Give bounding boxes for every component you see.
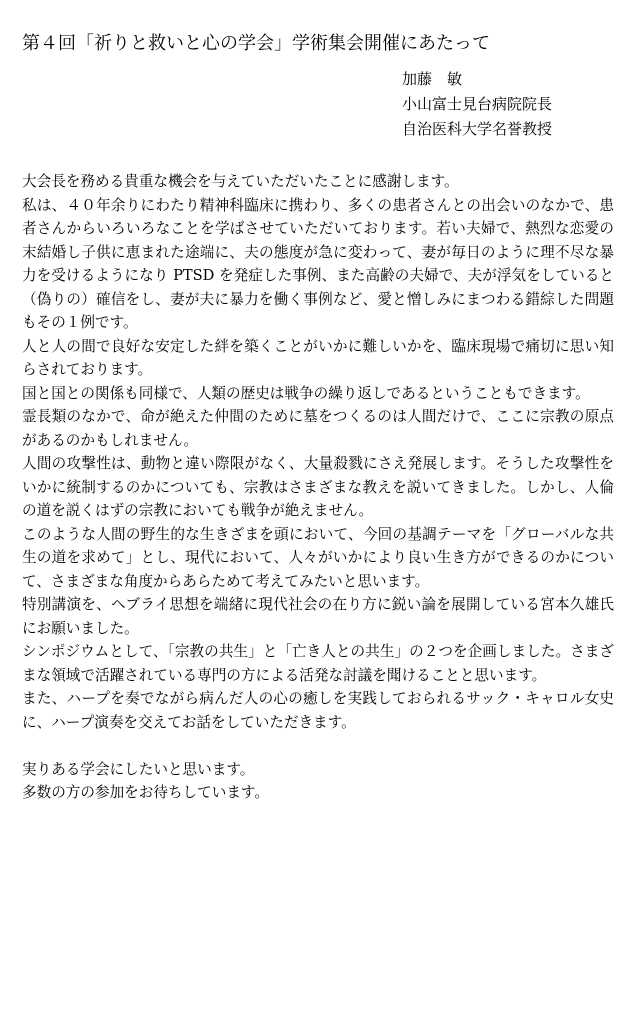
closing-line: 実りある学会にしたいと思います。 [22, 760, 255, 778]
paragraph: このような人間の野生的な生きざまを頭において、今回の基調テーマを「グローバルな共生の道を求めて」とし、現代において、人々がいかにより良い生き方ができるのかについて、さまざまな角度からあらためて考えてみたいと思います。 [22, 525, 614, 590]
paragraph: シンポジウムとして、「宗教の共生」と「亡き人との共生」の２つを企画しました。さまざまな領域で活躍されている専門の方による活発な討議を聞けることと思います。 [22, 643, 614, 684]
paragraph: また、ハープを奏でながら病んだ人の心の癒しを実践しておられるサック・キャロル女史に、ハープ演奏を交えてお話をしていただきます。 [22, 690, 614, 731]
paragraph-gap [22, 734, 614, 758]
paragraph: 国と国との関係も同様で、人類の歴史は戦争の繰り返しであるということもできます。 [22, 384, 590, 402]
paragraph: 人と人の間で良好な安定した絆を築くことがいかに難しいかを、臨床現場で痛切に思い知らされております。 [22, 337, 614, 378]
paragraph: 人間の攻撃性は、動物と違い際限がなく、大量殺戮にさえ発展します。そうした攻撃性をいかに統制するのかについても、宗教はさまざまな教えを説いてきました。しかし、人倫の道を説くはずの宗教においても戦争が絶えません。 [22, 455, 614, 519]
author-affiliation-2: 自治医科大学名誉教授 [402, 120, 553, 138]
paragraph: 私は、４０年余りにわたり精神科臨床に携わり、多くの患者さんとの出会いのなかで、患者さんからいろいろなことを学ばさせていただいております。若い夫婦で、熱烈な恋愛の末結婚し子供に恵まれた途端に、夫の態度が急に変わって、妻が毎日のように理不尽な暴力を受けるようになり PTSD を発症した事例、また高齢の夫婦で、夫が浮気をしていると（偽りの）確信をし、妻が夫に暴力を働く事例など、愛と憎しみにまつわる錯綜した問題もその１例です。 [22, 196, 614, 331]
paragraph: 特別講演を、ヘブライ思想を端緒に現代社会の在り方に鋭い論を展開している宮本久雄氏にお願いました。 [22, 596, 614, 637]
author-affiliation-1: 小山富士見台病院院長 [402, 95, 553, 113]
closing-line: 多数の方の参加をお待ちしています。 [22, 784, 269, 801]
document-title: 第４回「祈りと救いと心の学会」学術集会開催にあたって [22, 33, 490, 54]
author-block [402, 67, 552, 142]
paragraph: 大会長を務める貴重な機会を与えていただいたことに感謝します。 [22, 173, 459, 190]
author-name: 加藤 敏 [402, 70, 463, 88]
paragraph: 霊長類のなかで、命が絶えた仲間のために墓をつくるのは人間だけで、ここに宗教の原点があるのかもしれません。 [22, 408, 614, 449]
document-body [22, 170, 614, 805]
